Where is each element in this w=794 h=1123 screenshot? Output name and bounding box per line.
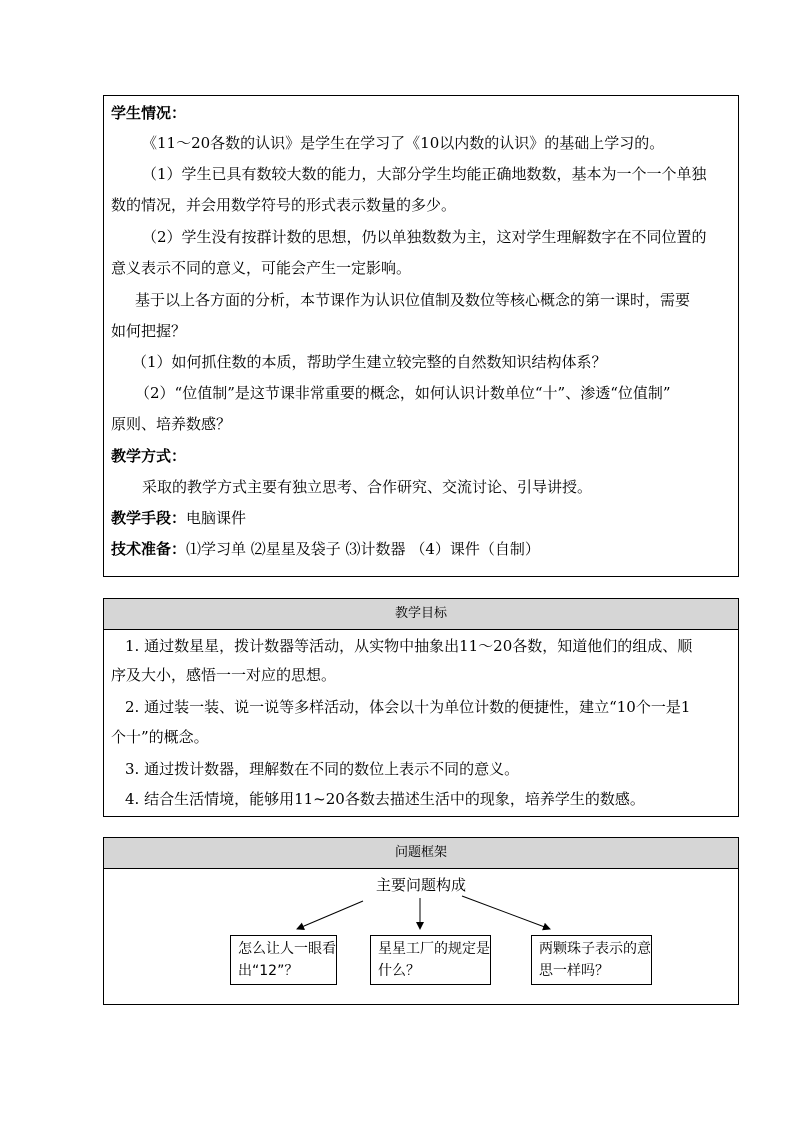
- student-paragraph-3-line-2: 意义表示不同的意义，可能会产生一定影响。: [111, 259, 412, 277]
- arrow-to-question-3: [462, 896, 550, 929]
- goal-3: 3. 通过拨计数器，理解数在不同的数位上表示不同的意义。: [125, 760, 520, 778]
- teaching-goals-header: 教学目标: [104, 599, 738, 630]
- main-question-title: 主要问题构成: [375, 876, 466, 894]
- student-paragraph-4-line-1: 基于以上各方面的分析，本节课作为认识位值制及数位等核心概念的第一课时，需要: [135, 291, 691, 309]
- teaching-method-text: 采取的教学方式主要有独立思考、合作研究、交流讨论、引导讲授。: [142, 478, 593, 496]
- teaching-method-heading: 教学方式：: [111, 447, 187, 465]
- question-framework-header: 问题框架: [104, 838, 738, 869]
- question-framework-section: [103, 837, 739, 1005]
- arrow-to-question-1: [297, 901, 363, 929]
- student-question-1: （1）如何抓住数的本质，帮助学生建立较完整的自然数知识结构体系？: [132, 353, 607, 371]
- teaching-means-label: 教学手段：: [111, 509, 187, 527]
- tech-prep-label: 技术准备：: [111, 540, 187, 558]
- student-paragraph-1: 《11～20各数的认识》是学生在学习了《10以内数的认识》的基础上学习的。: [142, 134, 665, 152]
- student-question-2-line-1: （2）“位值制”是这节课非常重要的概念，如何认识计数单位“十”、渗透“位值制”: [135, 384, 671, 402]
- teaching-goals-section: [103, 598, 739, 817]
- goal-4: 4. 结合生活情境，能够用11~20各数去描述生活中的现象，培养学生的数感。: [125, 790, 645, 808]
- student-paragraph-2-line-1: （1）学生已具有数较大数的能力，大部分学生均能正确地数数，基本为一个一个单独: [142, 165, 707, 183]
- teaching-means-line: [111, 508, 732, 528]
- tech-prep-value: ⑴学习单 ⑵星星及袋子 ⑶计数器 （4）课件（自制）: [186, 540, 540, 558]
- question-box-2: 星星工厂的规定是什么？: [370, 935, 491, 985]
- goal-2-line-1: 2. 通过装一装、说一说等多样活动，体会以十为单位计数的便捷性，建立“10个一是1: [125, 698, 691, 716]
- question-box-3: 两颗珠子表示的意思一样吗？: [531, 935, 652, 985]
- tech-prep-line: [111, 539, 732, 559]
- student-paragraph-2-line-2: 数的情况，并会用数学符号的形式表示数量的多少。: [111, 196, 457, 214]
- student-question-2-line-2: 原则、培养数感？: [111, 415, 232, 433]
- goal-2-line-2: 个十”的概念。: [111, 728, 209, 746]
- student-paragraph-3-line-1: （2）学生没有按群计数的思想，仍以单独数数为主，这对学生理解数字在不同位置的: [142, 228, 707, 246]
- student-situation-section: [103, 95, 739, 577]
- student-situation-heading: 学生情况：: [111, 104, 187, 122]
- question-box-1: 怎么让人一眼看出“12”？: [230, 935, 337, 985]
- goal-1-line-1: 1. 通过数星星，拨计数器等活动，从实物中抽象出11～20各数，知道他们的组成、顺: [125, 637, 693, 655]
- teaching-means-value: 电脑课件: [186, 509, 247, 527]
- goal-1-line-2: 序及大小，感悟一一对应的思想。: [111, 666, 337, 684]
- student-paragraph-4-line-2: 如何把握？: [111, 322, 187, 340]
